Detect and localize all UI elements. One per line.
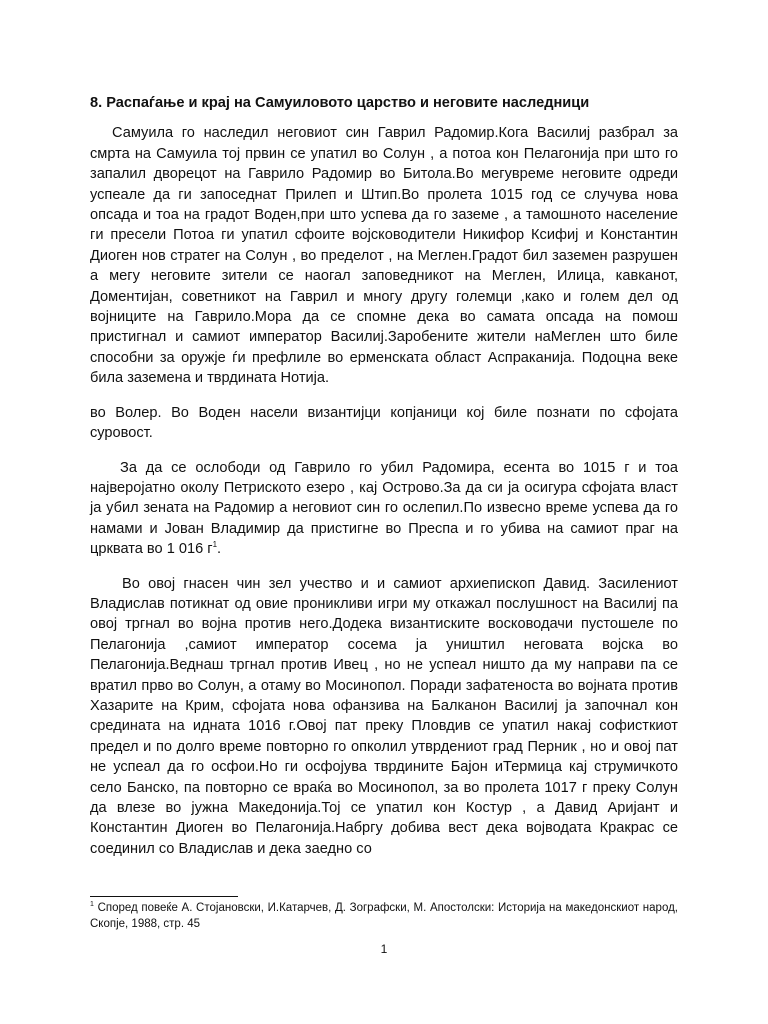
paragraph-end-period: .	[217, 541, 222, 558]
document-body	[90, 93, 678, 873]
footnote	[90, 901, 678, 932]
paragraph-radomir-murder	[90, 458, 678, 560]
footnote-number: 1	[90, 901, 94, 909]
footnote-reference[interactable]: 1	[212, 540, 218, 550]
paragraph-voden-lancers: во Волер. Во Воден насели византијци копјаници кој биле познати по сфојата суровост.	[90, 404, 678, 442]
section-heading: 8. Распаѓање и крај на Самуиловото царство и неговите наследници	[90, 95, 590, 111]
paragraph-vladislav-war: Во овој гнасен чин зел учество и и самиот архиепископ Давид. Засилениот Владислав потикнат од овие проникливи игри му откажал послушност на Василиј па овој тргнал во војна против него.Додека византиските восководачи пустошеле по Пелагонија ,самиот император сосема ја уништил неговата војска во Пелагонија.Веднаш тргнал против Ивец , но не успеал ништо да му направи па се вратил прво во Солун, а отаму во Мосинопол. Поради зафатеноста во војната против Хазарите на Крим, сфојата нова офанзива на Балканон Василиј ја започнал кон средината на идната 1016 г.Овој пат преку Пловдив се упатил накај софисткиот предел и по долго време повторно го опколил утврдениот град Перник , но и овој пат не успеал да го осфои.Но ги осфојува тврдините Бајон иТермица кај струмичкото село Банско, па повторно се враќа во Мосинопол, за во пролета 1017 г преку Солун да влезе во јужна Македонија.Тој се упатил кон Костур , а Давид Аријант и Константин Диоген во Пелагонија.Набргу добива вест дека војводата Кракрас се соединил со Владислав и дека заедно со	[90, 575, 678, 857]
footnote-divider	[90, 896, 238, 897]
paragraph-radomir-text: За да се ослободи од Гаврило го убил Радомира, есента во 1015 г и тоа најверојатно околу Петриското езеро , кај Острово.За да си ја осигура сфојата власт ја убил зената на Радомир а неговиот син го ослепил.По извесно време успева да го намами и Јован Владимир да пристигне во Преспа и го убива на самиот праг на црквата во 1 016 г	[90, 459, 678, 558]
footnote-text: Според повеќе А. Стојановски, И.Катарчев, Д. Зографски, М. Апостолски: Историја на македонскиот народ, Скопје, 1988, стр. 45	[90, 902, 678, 930]
page-number: 1	[380, 942, 388, 956]
paragraph-samuil-succession: Самуила го наследил неговиот син Гаврил Радомир.Кога Василиј разбрал за смрта на Самуила тој првин се упатил во Солун , а потоа кон Пелагонија при што го запалил дворецот на Гаврило Радомир во Битола.Во мегувреме неговите одреди успеале да ги запоседнат Прилеп и Штип.Во пролета 1015 год се случува нова опсада и тоа на градот Воден,при што успева да го заземе , а тамошното население ги пресели Потоа ги упатил сфоите војсководители Никифор Ксифиј и Константин Диоген нов стратег на Солун , во пределот , на Меглен.Градот бил заземен разрушен а мегу неговите зители се наогал заповедникот на Меглен, Илица, кавканот, Доментијан, советникот на Гаврил и многу другу големци ,како и голем дел од војниците на Гаврило.Мора да се спомне дека во самата опсада на помош пристигнал и самиот император Василиј.Заробените жители наМеглен што биле способни за оружје ѓи префлиле во ерменската област Аспраканија. Подоцна веке била заземена и тврдината Нотија.	[90, 125, 678, 387]
